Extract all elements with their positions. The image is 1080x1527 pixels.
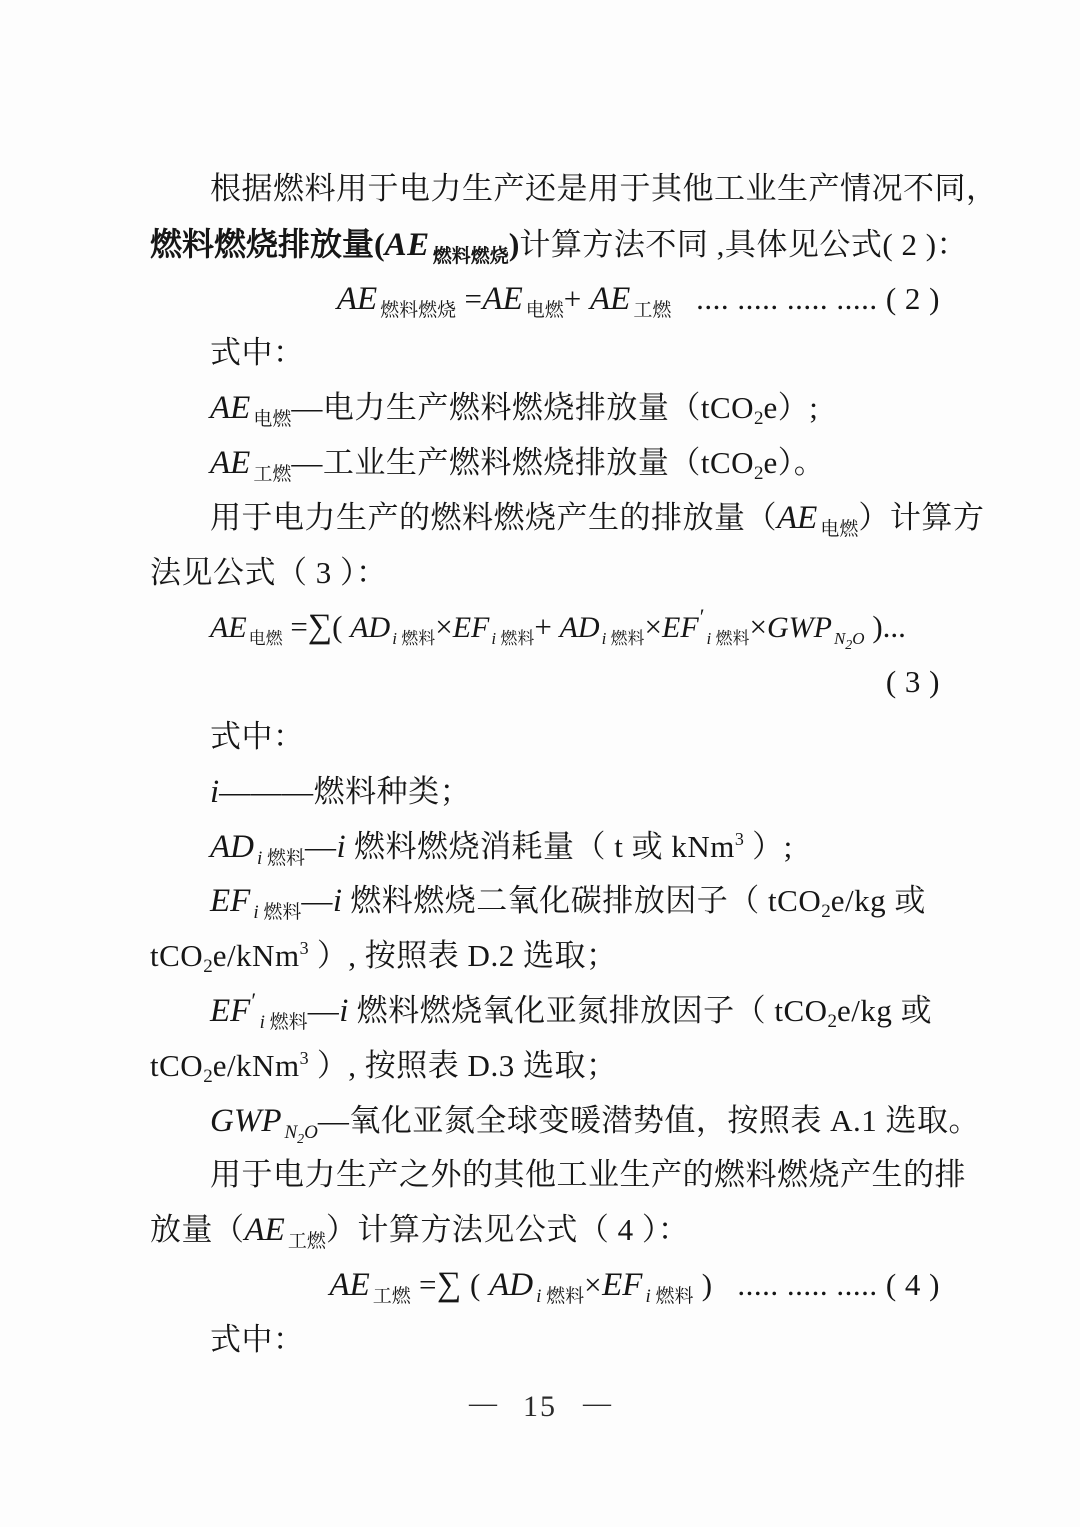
subscript-i: i <box>392 629 397 649</box>
text-segment: 放量（ <box>150 1212 245 1248</box>
text-segment: tCO <box>150 938 204 974</box>
text-segment: 燃料燃烧消耗量（ t 或 kNm <box>345 828 735 864</box>
subscript-i: i <box>645 1285 651 1307</box>
variable-ef: EF <box>210 883 251 920</box>
variable-ad: AD <box>559 611 600 645</box>
subscript-2: 2 <box>754 462 764 484</box>
text-segment: e）。 <box>763 444 826 480</box>
subscript: 燃料 <box>650 1285 694 1307</box>
subscript: 电燃 <box>820 518 859 540</box>
subscript: 燃料燃烧 <box>380 299 457 321</box>
text-segment: 式中： <box>210 335 305 371</box>
operator: × <box>749 609 767 645</box>
text-segment: ）计算方法见公式（ 4 ）： <box>325 1212 690 1248</box>
text-segment: 用于电力生产的燃料燃烧产生的排放量（ <box>210 499 777 535</box>
subscript-i: i <box>706 629 712 649</box>
subscript: 燃料 <box>262 847 306 869</box>
subscript: 燃料 <box>496 629 535 649</box>
superscript-3: 3 <box>299 1047 309 1068</box>
text-segment: ）计算方 <box>858 499 985 535</box>
page-number: 15 <box>523 1390 557 1423</box>
subscript-2: 2 <box>203 956 213 978</box>
formula-3 <box>150 600 940 655</box>
subscript-2: 2 <box>754 408 764 430</box>
subscript-2: 2 <box>845 638 853 654</box>
open-paren: ( <box>332 609 351 645</box>
subscript-i: i <box>257 847 263 869</box>
page-footer <box>0 1390 1080 1424</box>
subscript-2: 2 <box>297 1131 305 1147</box>
subscript-2: 2 <box>821 901 831 923</box>
subscript-i: i <box>253 902 259 924</box>
para-electric-line-2 <box>150 546 940 601</box>
text-segment: ）, 按照表 D.2 选取； <box>308 938 618 974</box>
dash: — <box>305 828 337 864</box>
dot-leader-and-number: .... ..... ..... ..... ( 2 ) <box>671 280 940 316</box>
dash: — <box>301 883 333 919</box>
para-industrial-line-1 <box>150 1148 966 1203</box>
text-segment: e/kNm <box>212 938 300 974</box>
variable-i: i <box>336 828 346 865</box>
sum-symbol: ∑ <box>437 1265 462 1303</box>
operator: + <box>534 609 560 645</box>
subscript: 燃料 <box>396 629 436 649</box>
bold-close-paren: ) <box>508 225 520 262</box>
subscript-i: i <box>536 1285 542 1307</box>
formula-4 <box>150 1258 940 1313</box>
text-segment: 根据燃料用于电力生产还是用于其他工业生产情况不同， <box>210 171 998 206</box>
text-segment: e）; <box>763 390 819 426</box>
formula-number: ( 3 ) <box>885 664 940 700</box>
variable-ae: AE <box>777 499 818 536</box>
variable-ae: AE <box>336 280 378 317</box>
def-ef-prime-line-1 <box>150 984 940 1039</box>
operator: = <box>410 1266 438 1302</box>
formula-2 <box>150 272 940 327</box>
text-segment: 法见公式（ 3 ）： <box>150 554 388 590</box>
variable-ad: AD <box>210 828 254 865</box>
variable-ae: AE <box>329 1266 370 1303</box>
variable-gwp: GWP <box>766 611 832 645</box>
text-segment: 式中： <box>210 1321 305 1357</box>
subscript: 电燃 <box>525 299 564 321</box>
text-segment: ）, 按照表 D.3 选取； <box>308 1047 618 1083</box>
subscript-n: N <box>833 629 846 649</box>
text-segment: e/kg 或 <box>830 883 926 919</box>
sum-symbol: ∑ <box>307 608 333 646</box>
variable-ad: AD <box>489 1266 534 1303</box>
text-segment: tCO <box>150 1047 204 1083</box>
text-segment: 计算方法不同 ,具体见公式( 2 )： <box>519 226 969 262</box>
def-fuel-type <box>150 765 940 820</box>
document-body <box>150 162 998 1368</box>
superscript-3: 3 <box>299 938 309 959</box>
def-gwp <box>150 1094 981 1149</box>
text-segment: ）; <box>743 828 793 864</box>
text-segment: e/kNm <box>212 1047 300 1083</box>
subscript-o: O <box>852 629 865 649</box>
subscript: 燃料 <box>711 629 750 649</box>
variable-i: i <box>210 773 220 810</box>
text-segment: —电力生产燃料燃烧排放量（tCO <box>291 390 755 426</box>
def-ef-prime-line-2 <box>150 1039 940 1094</box>
close-paren: ) <box>693 1266 713 1302</box>
variable-ef: EF <box>602 1266 643 1303</box>
para-bold-definition <box>150 217 969 272</box>
operator: × <box>584 1266 603 1302</box>
def-ae-electric <box>150 381 940 436</box>
para-intro <box>150 162 998 217</box>
subscript: 燃料燃烧 <box>432 245 509 267</box>
variable-gwp: GWP <box>210 1102 282 1139</box>
operator: = <box>456 280 483 316</box>
label-where-3 <box>150 1313 940 1368</box>
subscript: 工燃 <box>253 463 292 485</box>
subscript-i: i <box>259 1011 265 1033</box>
subscript-i: i <box>601 629 607 649</box>
operator: + <box>563 280 590 316</box>
def-ef-fuel-line-2 <box>150 929 940 984</box>
prime-mark: ′ <box>699 604 705 630</box>
superscript-3: 3 <box>734 828 744 849</box>
bold-term: 燃料燃烧排放量( <box>150 225 385 262</box>
dash: — <box>307 992 340 1028</box>
footer-dash-left: — <box>469 1388 497 1419</box>
variable-ef: EF <box>452 611 490 645</box>
def-ae-industrial <box>150 436 940 491</box>
subscript: 工燃 <box>287 1231 326 1253</box>
para-electric-line-1 <box>150 491 985 546</box>
dot-leader-and-number: ..... ..... ..... ( 4 ) <box>712 1266 940 1302</box>
open-paren: ( <box>461 1266 490 1302</box>
formula-3-number <box>150 655 940 710</box>
variable-ef-prime: EF <box>210 992 251 1029</box>
close-paren: )... <box>864 609 906 645</box>
variable-ae: AE <box>210 390 251 427</box>
subscript: 电燃 <box>248 629 283 649</box>
para-industrial-line-2 <box>150 1203 940 1258</box>
variable-ae: AE <box>482 280 523 317</box>
variable-ae: AE <box>590 280 631 317</box>
subscript: 工燃 <box>372 1285 411 1307</box>
variable-ad: AD <box>350 611 391 645</box>
subscript: 电燃 <box>253 409 292 431</box>
text-segment: ———燃料种类； <box>219 773 472 809</box>
text-segment: —工业生产燃料燃烧排放量（tCO <box>291 444 755 480</box>
text-segment: 式中： <box>210 718 305 754</box>
text-segment: 燃料燃烧氧化亚氮排放因子（ tCO <box>348 992 828 1028</box>
text-segment: e/kg 或 <box>837 992 933 1028</box>
def-ad-fuel <box>150 820 940 875</box>
variable-ae: AE <box>210 444 251 481</box>
text-segment: —氧化亚氮全球变暖潜势值，按照表 A.1 选取。 <box>317 1102 981 1138</box>
operator: = <box>282 609 308 645</box>
label-where-2 <box>150 710 940 765</box>
label-where-1 <box>150 326 940 381</box>
variable-ae: AE <box>384 226 430 263</box>
subscript: 燃料 <box>264 1011 308 1033</box>
variable-i: i <box>339 992 349 1029</box>
footer-dash-right: — <box>583 1388 611 1419</box>
variable-ae: AE <box>210 611 247 645</box>
subscript-o: O <box>304 1121 318 1143</box>
operator: × <box>644 609 663 645</box>
operator: × <box>435 609 453 645</box>
variable-ae: AE <box>244 1212 285 1249</box>
subscript-2: 2 <box>203 1065 213 1087</box>
text-segment: 用于电力生产之外的其他工业生产的燃料燃烧产生的排 <box>210 1157 966 1193</box>
prime-mark: ′ <box>251 987 257 1013</box>
subscript-i: i <box>491 629 497 649</box>
variable-i: i <box>332 883 343 920</box>
subscript: 燃料 <box>606 629 645 649</box>
subscript: 燃料 <box>258 902 302 924</box>
subscript-n: N <box>284 1121 298 1143</box>
def-ef-fuel-line-1 <box>150 874 940 929</box>
variable-ef-prime: EF <box>662 611 699 645</box>
subscript: 工燃 <box>633 299 672 321</box>
subscript: 燃料 <box>541 1285 585 1307</box>
text-segment: 燃料燃烧二氧化碳排放因子（ tCO <box>342 883 822 919</box>
subscript-2: 2 <box>827 1010 838 1032</box>
